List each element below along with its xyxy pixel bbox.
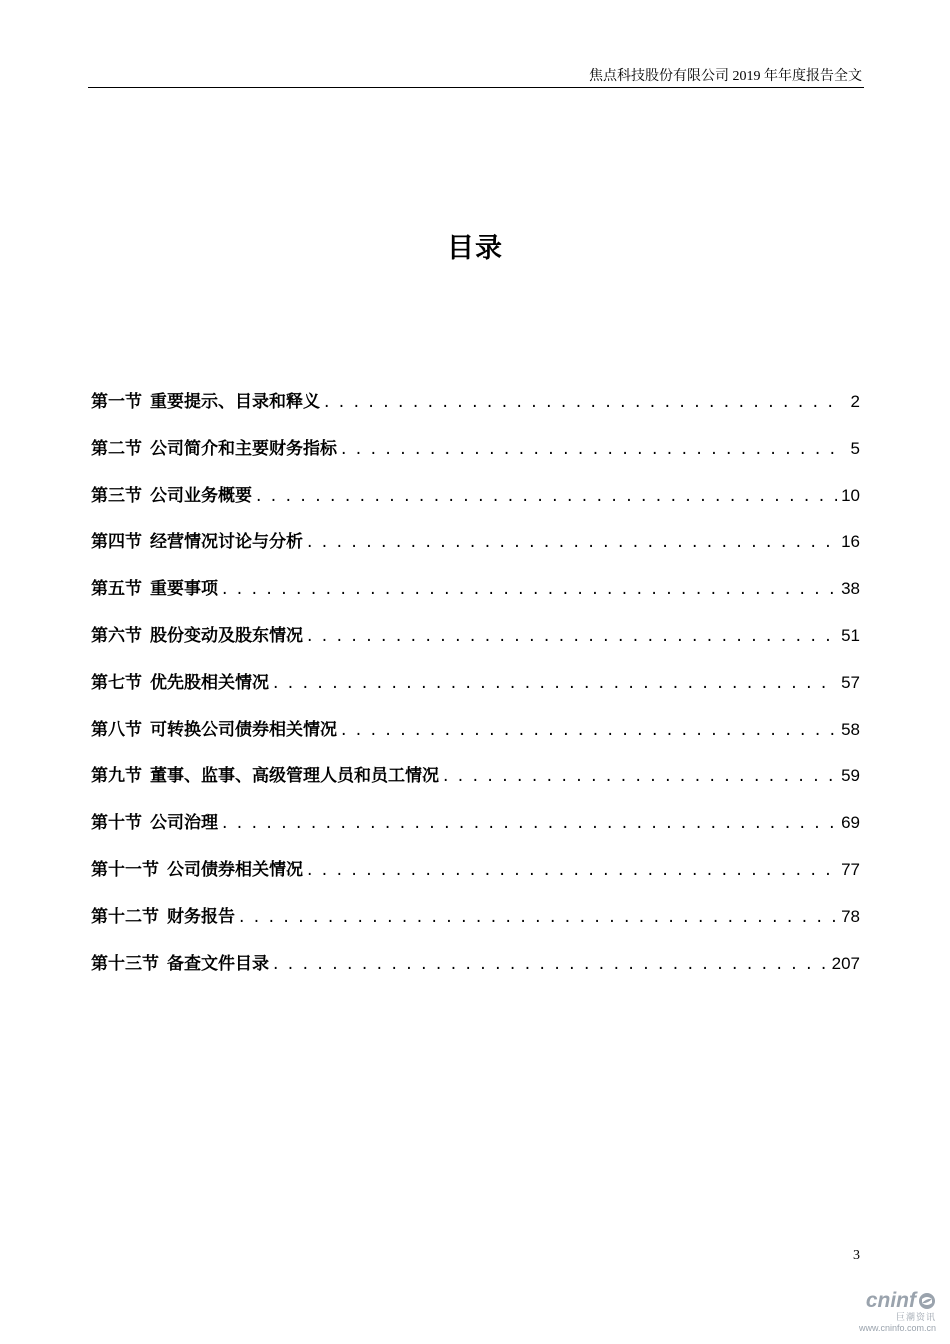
toc-page-number: 16 xyxy=(841,532,860,552)
toc-entry[interactable] xyxy=(91,855,860,902)
toc-section-title: 公司债券相关情况 xyxy=(167,859,303,880)
toc-section-number: 第十三节 xyxy=(91,953,159,974)
toc-section-title: 公司业务概要 xyxy=(150,485,252,506)
toc-leader-dots xyxy=(307,626,837,646)
report-header-title: 焦点科技股份有限公司 2019 年年度报告全文 xyxy=(589,69,862,84)
toc-section-title: 经营情况讨论与分析 xyxy=(150,532,303,553)
toc-page-number: 207 xyxy=(831,953,860,973)
watermark-brand: cninf xyxy=(865,1289,916,1312)
table-of-contents xyxy=(91,387,860,995)
toc-entry[interactable] xyxy=(91,761,860,808)
toc-section-title: 财务报告 xyxy=(167,906,235,927)
toc-page-number: 59 xyxy=(841,766,860,786)
cninfo-watermark xyxy=(836,1290,936,1336)
toc-section-title: 重要提示、目录和释义 xyxy=(150,392,320,412)
toc-section-number: 第五节 xyxy=(91,579,142,600)
toc-section-title: 备查文件目录 xyxy=(167,953,269,974)
toc-section-number: 第二节 xyxy=(91,438,142,459)
toc-page-number: 38 xyxy=(841,579,860,599)
toc-page-number: 10 xyxy=(841,485,860,505)
toc-leader-dots xyxy=(307,532,837,552)
toc-heading: 目录 xyxy=(447,233,503,264)
toc-section-number: 第四节 xyxy=(91,532,142,553)
toc-leader-dots xyxy=(341,720,837,740)
watermark-chinese: 巨潮资讯 xyxy=(895,1312,936,1322)
toc-leader-dots xyxy=(239,907,837,927)
toc-page-number: 51 xyxy=(841,625,860,645)
toc-section-number: 第八节 xyxy=(91,719,142,740)
toc-entry[interactable] xyxy=(91,387,860,434)
toc-page-number: 2 xyxy=(850,392,860,411)
toc-page-number: 77 xyxy=(841,859,860,879)
toc-entry[interactable] xyxy=(91,668,860,715)
toc-leader-dots xyxy=(222,813,837,833)
toc-entry[interactable] xyxy=(91,481,860,528)
toc-section-number: 第十二节 xyxy=(91,906,159,927)
toc-leader-dots xyxy=(307,860,837,880)
toc-leader-dots xyxy=(273,954,828,974)
toc-entry[interactable] xyxy=(91,527,860,574)
toc-section-title: 股份变动及股东情况 xyxy=(150,625,303,646)
page-number: 3 xyxy=(853,1248,860,1263)
toc-entry[interactable] xyxy=(91,949,860,996)
toc-page-number: 58 xyxy=(841,719,860,739)
toc-page-number: 69 xyxy=(841,813,860,833)
toc-entry[interactable] xyxy=(91,902,860,949)
toc-section-number: 第十节 xyxy=(91,813,142,834)
toc-leader-dots xyxy=(222,579,837,599)
toc-entry[interactable] xyxy=(91,434,860,481)
toc-section-title: 优先股相关情况 xyxy=(150,672,269,693)
toc-entry[interactable] xyxy=(91,808,860,855)
toc-entry[interactable] xyxy=(91,715,860,762)
toc-leader-dots xyxy=(443,766,837,786)
toc-entry[interactable] xyxy=(91,621,860,668)
header-divider xyxy=(88,87,864,88)
toc-leader-dots xyxy=(256,486,837,506)
toc-section-title: 公司简介和主要财务指标 xyxy=(150,438,337,459)
toc-section-number: 第十一节 xyxy=(91,859,159,880)
toc-section-title: 重要事项 xyxy=(150,579,218,600)
toc-section-title: 公司治理 xyxy=(150,813,218,834)
toc-section-number: 第七节 xyxy=(91,672,142,693)
toc-page-number: 5 xyxy=(850,438,860,458)
watermark-url: www.cninfo.com.cn xyxy=(858,1323,936,1333)
swirl-logo-icon xyxy=(918,1292,936,1310)
toc-page-number: 78 xyxy=(841,906,860,926)
toc-entry[interactable] xyxy=(91,574,860,621)
toc-section-number: 第九节 xyxy=(91,766,142,787)
toc-page-number: 57 xyxy=(841,672,860,692)
toc-section-number: 第三节 xyxy=(91,485,142,506)
toc-leader-dots xyxy=(273,673,837,693)
toc-section-number: 第六节 xyxy=(91,625,142,646)
toc-leader-dots xyxy=(341,439,838,459)
toc-section-number: 第一节 xyxy=(91,392,142,412)
toc-section-title: 可转换公司债券相关情况 xyxy=(150,719,337,740)
toc-section-title: 董事、监事、高级管理人员和员工情况 xyxy=(150,766,439,787)
toc-leader-dots xyxy=(324,392,838,412)
